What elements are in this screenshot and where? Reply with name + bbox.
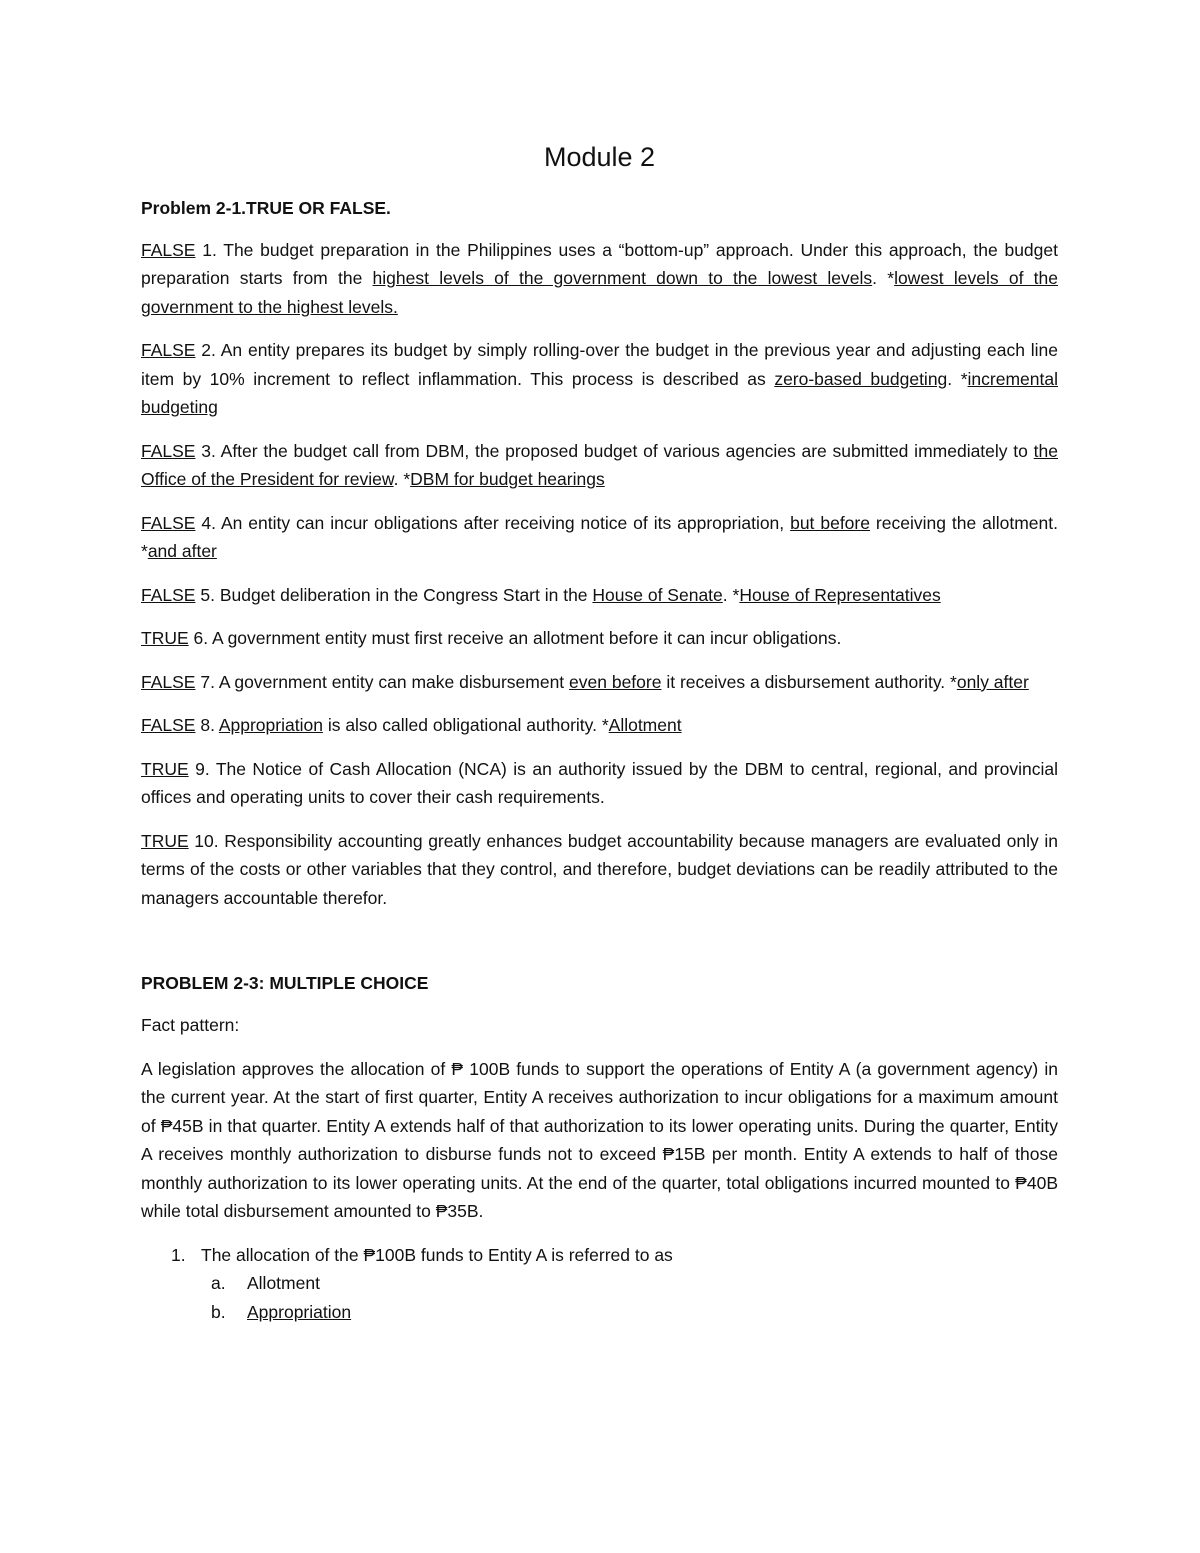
true-false-item <box>141 509 1058 566</box>
statement-text: . * <box>872 268 895 289</box>
correction-text: lowest levels of the government to the highest levels. <box>141 268 1058 317</box>
correction-text: Allotment <box>608 715 682 736</box>
answer-label: FALSE <box>141 340 196 361</box>
statement-text: An entity prepares its budget by simply rolling-over the budget in the previous year and adjusting each line item by 10% increment to reflect inflammation. This process is described as <box>141 340 1058 389</box>
statement-underlined: zero-based budgeting <box>774 368 948 389</box>
statement-underlined: even before <box>569 671 662 692</box>
statement-text: A government entity must first receive an allotment before it can incur obligations. <box>212 628 842 649</box>
statement-text: . * <box>393 469 411 490</box>
statement-underlined: highest levels of the government down to the lowest levels <box>372 268 873 289</box>
statement-underlined: but before <box>790 512 870 533</box>
fact-pattern-text: A legislation approves the allocation of ₱ 100B funds to support the operations of Entity A (a government agency) in the current year. At the start of first quarter, Entity A receives authorization to incur obligations for a maximum amount of ₱45B in that quarter. Entity A extends half of that authorization to its lower operating units. During the quarter, Entity A receives monthly authorization to disburse funds not to exceed ₱15B per month. Entity A extends to half of those monthly authorization to its lower operating units. At the end of the quarter, total obligations incurred mounted to ₱40B while total disbursement amounted to ₱35B. <box>141 1058 1058 1222</box>
true-false-item <box>141 668 1058 697</box>
statement-text: receiving the allotment. * <box>141 512 1058 562</box>
item-number: 9. <box>188 758 216 779</box>
item-number: 5. <box>195 584 220 605</box>
statement-text: After the budget call from DBM, the proposed budget of various agencies are submitted immediately to <box>220 440 1034 461</box>
true-false-item <box>141 437 1058 494</box>
statement-text: An entity can incur obligations after receiving notice of its appropriation, <box>220 512 791 533</box>
true-false-item <box>141 711 1058 740</box>
question-number: 1. <box>171 1244 186 1265</box>
problem-1-heading: Problem 2-1.TRUE OR FALSE. <box>141 198 391 219</box>
fact-pattern-label: Fact pattern: <box>141 1015 240 1036</box>
statement-text: The Notice of Cash Allocation (NCA) is an authority issued by the DBM to central, regional, and provincial offices and operating units to cover their cash requirements. <box>141 758 1058 808</box>
statement-text: is also called obligational authority. * <box>322 715 609 736</box>
true-false-item <box>141 624 1058 653</box>
item-number: 10. <box>188 830 225 851</box>
true-false-item <box>141 336 1058 422</box>
answer-label: FALSE <box>141 671 196 692</box>
option-b-text: Appropriation <box>247 1301 352 1322</box>
item-number: 2. <box>195 340 221 361</box>
statement-text: A government entity can make disbursement <box>218 671 570 692</box>
correction-text: DBM for budget hearings <box>410 469 605 490</box>
item-number: 1. <box>195 239 224 260</box>
statement-underlined: House of Senate <box>592 584 723 605</box>
statement-underlined: Appropriation <box>218 715 323 736</box>
option-letter: b. <box>211 1301 226 1322</box>
correction-text: House of Representatives <box>739 584 941 605</box>
statement-text: . * <box>947 368 968 389</box>
answer-label: TRUE <box>141 830 189 851</box>
statement-text: The budget preparation in the Philippines uses a “bottom-up” approach. Under this approach, the budget preparation starts from the <box>141 239 1058 289</box>
true-false-item <box>141 581 1058 610</box>
true-false-list <box>141 236 1058 913</box>
statement-text: Budget deliberation in the Congress Start in the <box>219 584 593 605</box>
statement-text: it receives a disbursement authority. * <box>661 671 957 692</box>
true-false-item <box>141 236 1058 322</box>
problem-3-heading: PROBLEM 2-3: MULTIPLE CHOICE <box>141 973 429 994</box>
answer-label: FALSE <box>141 440 196 461</box>
correction-text: only after <box>956 671 1029 692</box>
correction-text: and after <box>147 541 217 562</box>
option-letter: a. <box>211 1273 226 1294</box>
answer-label: FALSE <box>141 512 196 533</box>
question-1 <box>141 1241 1058 1327</box>
item-number: 7. <box>195 671 219 692</box>
answer-label: TRUE <box>141 628 189 649</box>
option-a-text: Allotment <box>247 1273 320 1294</box>
statement-text: . * <box>722 584 740 605</box>
answer-label: FALSE <box>141 239 196 260</box>
item-number: 3. <box>195 440 221 461</box>
answer-label: TRUE <box>141 758 189 779</box>
true-false-item <box>141 755 1058 812</box>
correction-text: incremental budgeting <box>141 368 1058 418</box>
statement-underlined: the Office of the President for review <box>141 440 1058 490</box>
item-number: 4. <box>195 512 221 533</box>
answer-label: FALSE <box>141 584 196 605</box>
true-false-item <box>141 827 1058 913</box>
statement-text: Responsibility accounting greatly enhances budget accountability because managers are evaluated only in terms of the costs or other variables that they control, and therefore, budget deviations can be readily attributed to the managers accountable therefor. <box>141 830 1058 908</box>
question-text: The allocation of the ₱100B funds to Entity A is referred to as <box>201 1244 673 1265</box>
document-page <box>141 140 1058 1326</box>
item-number: 8. <box>195 715 219 736</box>
page-title: Module 2 <box>543 142 656 172</box>
answer-label: FALSE <box>141 715 196 736</box>
item-number: 6. <box>188 628 212 649</box>
